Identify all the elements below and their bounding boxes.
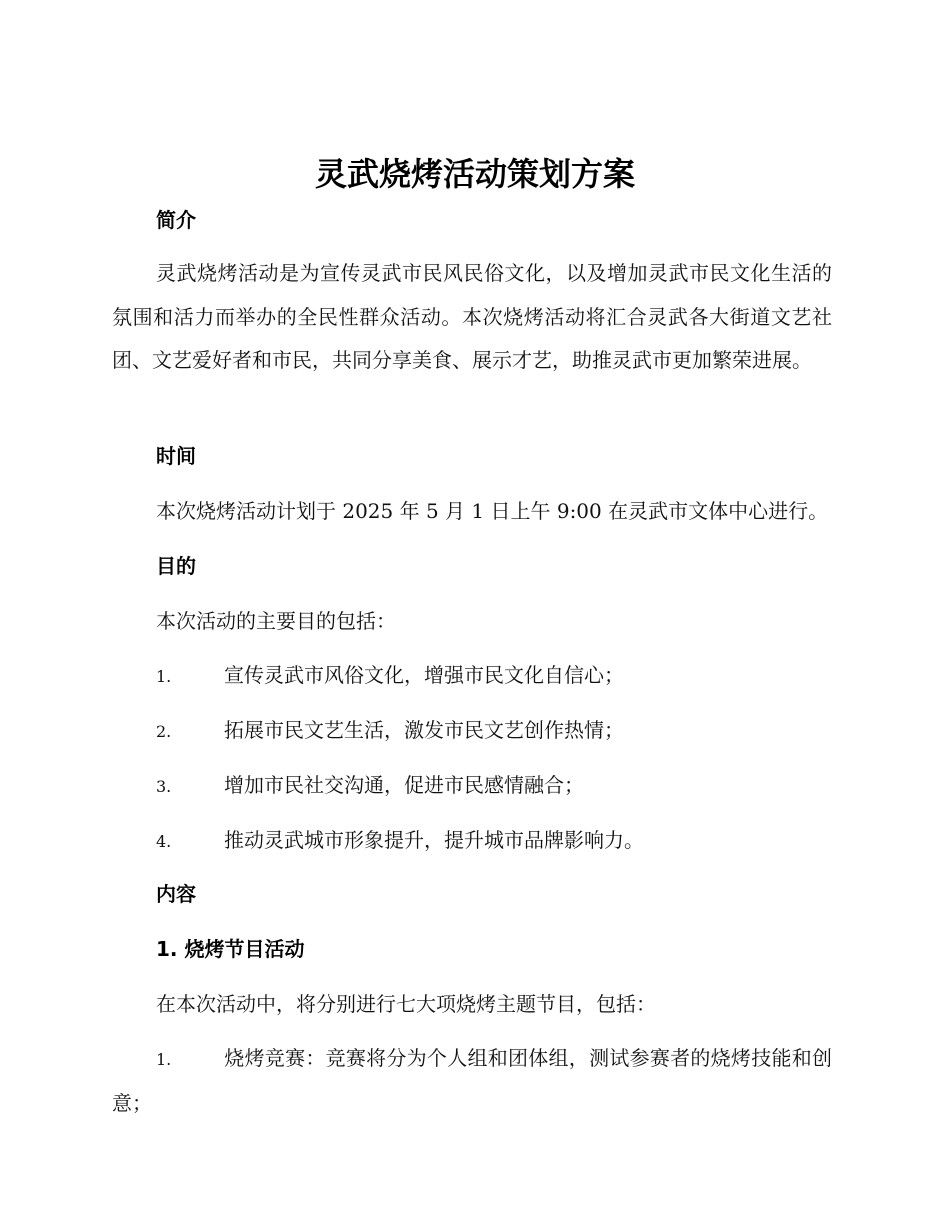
section-heading-content: 内容 bbox=[156, 882, 196, 906]
list-item-number: 3. bbox=[156, 777, 172, 796]
list-item-number: 2. bbox=[156, 722, 172, 741]
list-item-text: 推动灵武城市形象提升，提升城市品牌影响力。 bbox=[224, 828, 644, 852]
content-lead: 在本次活动中，将分别进行七大项烧烤主题节目，包括： bbox=[156, 992, 656, 1016]
list-item bbox=[112, 709, 832, 754]
list-item-text: 宣传灵武市风俗文化，增强市民文化自信心； bbox=[224, 663, 624, 687]
list-item bbox=[112, 1037, 832, 1125]
list-item-text: 烧烤竞赛：竞赛将分为个人组和团体组，测试参赛者的烧烤技能和创意； bbox=[112, 1046, 832, 1115]
section-heading-time: 时间 bbox=[156, 444, 196, 468]
list-item-number: 1. bbox=[156, 667, 172, 686]
list-item-text: 增加市民社交沟通，促进市民感情融合； bbox=[224, 773, 584, 797]
subheading-bbq-program: 1. 烧烤节目活动 bbox=[156, 937, 305, 961]
list-item bbox=[112, 819, 832, 864]
list-item bbox=[112, 764, 832, 809]
list-item-text: 拓展市民文艺生活，激发市民文艺创作热情； bbox=[224, 718, 624, 742]
document-title: 灵武烧烤活动策划方案 bbox=[314, 155, 635, 193]
time-text: 本次烧烤活动计划于 2025 年 5 月 1 日上午 9:00 在灵武市文体中心进行。 bbox=[156, 499, 829, 523]
list-item bbox=[112, 654, 832, 699]
list-item-number: 4. bbox=[156, 832, 172, 851]
section-heading-purpose: 目的 bbox=[156, 554, 196, 578]
intro-paragraph: 灵武烧烤活动是为宣传灵武市民风民俗文化，以及增加灵武市民文化生活的氛围和活力而举办的全民性群众活动。本次烧烤活动将汇合灵武各大街道文艺社团、文艺爱好者和市民，共同分享美食、展示才艺，助推灵武市更加繁荣进展。 bbox=[112, 261, 832, 372]
list-item-number: 1. bbox=[156, 1050, 172, 1069]
section-heading-intro: 简介 bbox=[156, 208, 196, 232]
purpose-lead: 本次活动的主要目的包括： bbox=[156, 609, 396, 633]
